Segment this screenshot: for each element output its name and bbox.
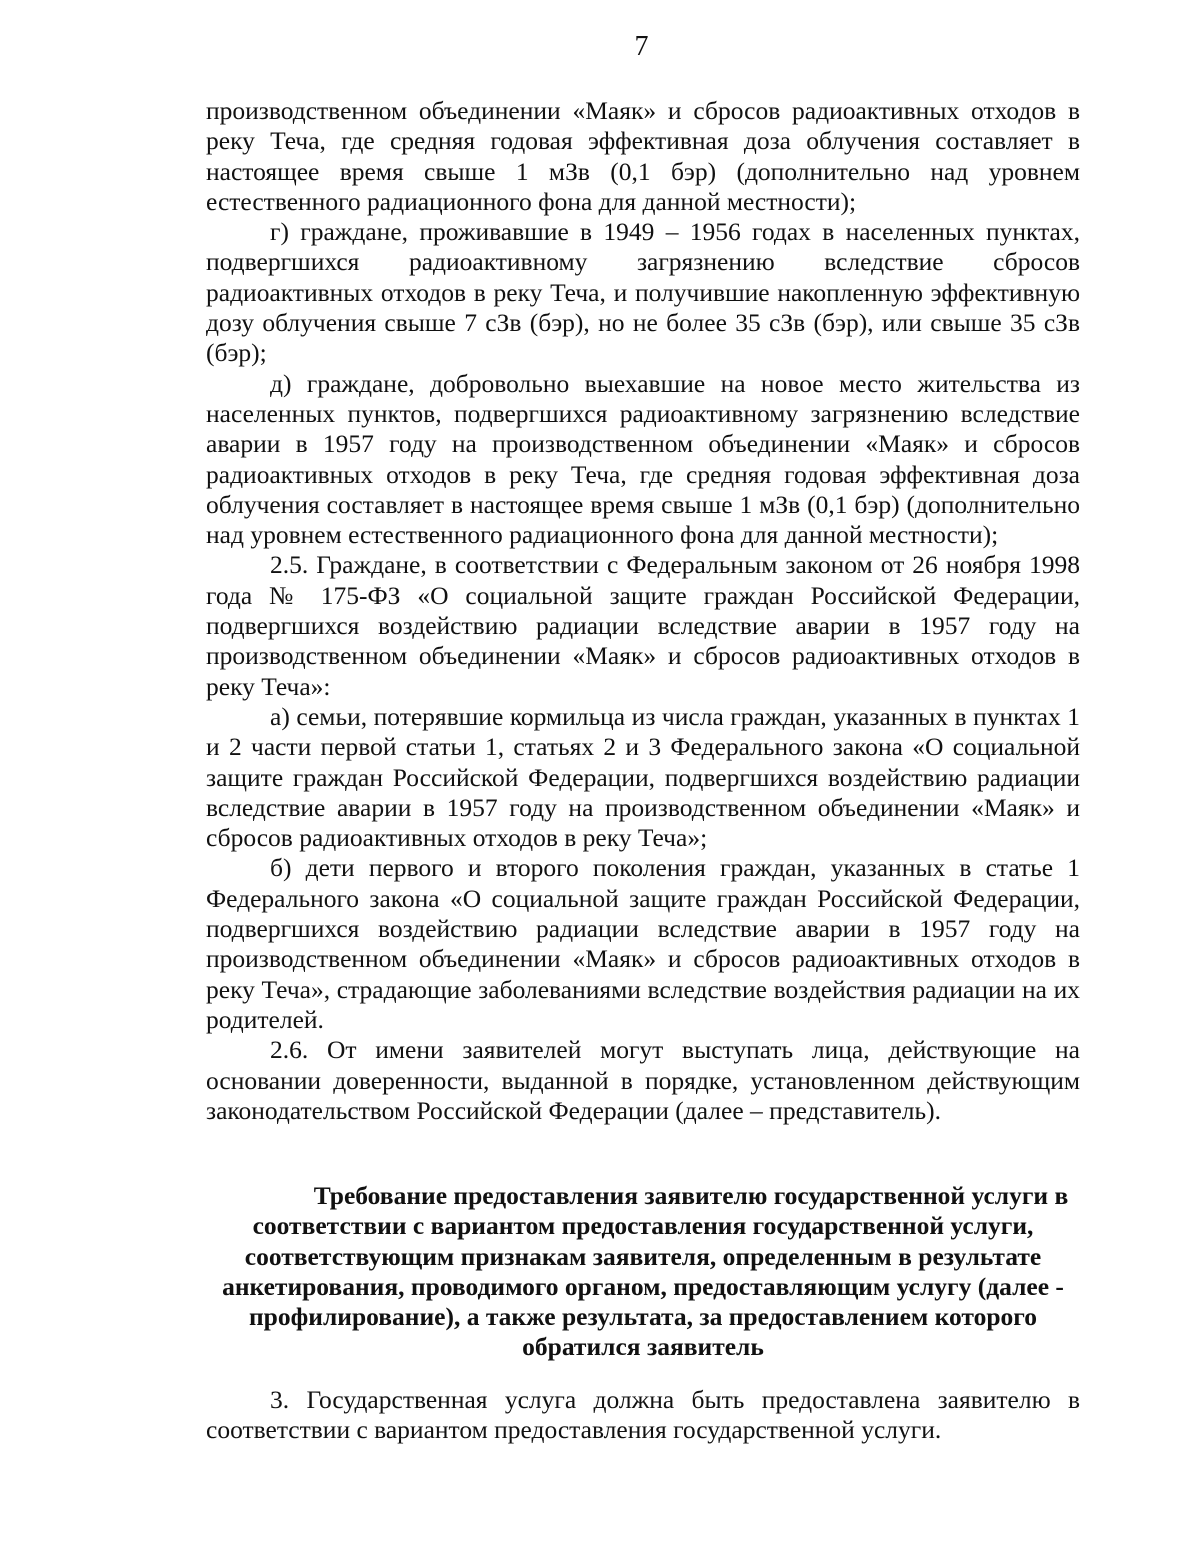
paragraph-continuation: производственном объединении «Маяк» и сбросов радиоактивных отходов в реку Теча, где средняя годовая эффективная доза облучения составляет в настоящее время свыше 1 мЗв (0,1 бэр) (дополнительно над уровнем естественного радиационного фона для данной местности); [206, 96, 1080, 216]
paragraph-3: 3. Государственная услуга должна быть предоставлена заявителю в соответствии с вариантом предоставления государственной услуги. [206, 1385, 1080, 1445]
paragraph-2-6: 2.6. От имени заявителей могут выступать лица, действующие на основании доверенности, выданной в порядке, установленном действующим законодательством Российской Федерации (далее – представитель). [206, 1035, 1080, 1125]
heading-line: соответствующим признакам заявителя, определенным в результате [244, 1241, 1042, 1271]
document-body [206, 96, 1080, 1126]
paragraph-2-5: 2.5. Граждане, в соответствии с Федеральным законом от 26 ноября 1998 года № 175-ФЗ «О социальной защите граждан Российской Федерации, подвергшихся воздействию радиации вследствие аварии в 1957 году на производственном объединении «Маяк» и сбросов радиоактивных отходов в реку Теча»: [206, 550, 1080, 701]
paragraph-item-b: б) дети первого и второго поколения граждан, указанных в статье 1 Федерального закона «О социальной защите граждан Российской Федерации, подвергшихся воздействию радиации вследствие аварии в 1957 году на производственном объединении «Маяк» и сбросов радиоактивных отходов в реку Теча», страдающие заболеваниями вследствие воздействия радиации на их родителей. [206, 853, 1080, 1034]
heading-line: обратился заявитель [522, 1332, 764, 1362]
paragraph-item-d: д) граждане, добровольно выехавшие на новое место жительства из населенных пунктов, подвергшихся радиоактивному загрязнению вследствие аварии в 1957 году на производственном объединении «Маяк» и сбросов радиоактивных отходов в реку Теча, где средняя годовая эффективная доза облучения составляет в настоящее время свыше 1 мЗв (0,1 бэр) (дополнительно над уровнем естественного радиационного фона для данной местности); [206, 368, 1080, 550]
page-number: 7 [634, 31, 649, 62]
paragraph-item-g: г) граждане, проживавшие в 1949 – 1956 годах в населенных пунктах, подвергшихся радиоактивному загрязнению вследствие сбросов радиоактивных отходов в реку Теча, и получившие накопленную эффективную дозу облучения свыше 7 сЗв (бэр), но не более 35 сЗв (бэр), или свыше 35 сЗв (бэр); [206, 217, 1080, 368]
final-section [206, 1385, 1080, 1446]
heading-line: Требование предоставления заявителю государственной услуги в [313, 1181, 1069, 1210]
heading-line: профилирование), а также результата, за предоставлением которого [248, 1302, 1037, 1332]
section-heading [206, 1181, 1080, 1363]
heading-line: анкетирования, проводимого органом, предоставляющим услугу (далее - [222, 1271, 1064, 1301]
heading-line: соответствии с вариантом предоставления государственной услуги, [252, 1211, 1034, 1241]
paragraph-item-a: а) семьи, потерявшие кормильца из числа граждан, указанных в пунктах 1 и 2 части первой статьи 1, статьях 2 и 3 Федерального закона «О социальной защите граждан Российской Федерации, подвергшихся воздействию радиации вследствие аварии в 1957 году на производственном объединении «Маяк» и сбросов радиоактивных отходов в реку Теча»; [206, 701, 1080, 853]
